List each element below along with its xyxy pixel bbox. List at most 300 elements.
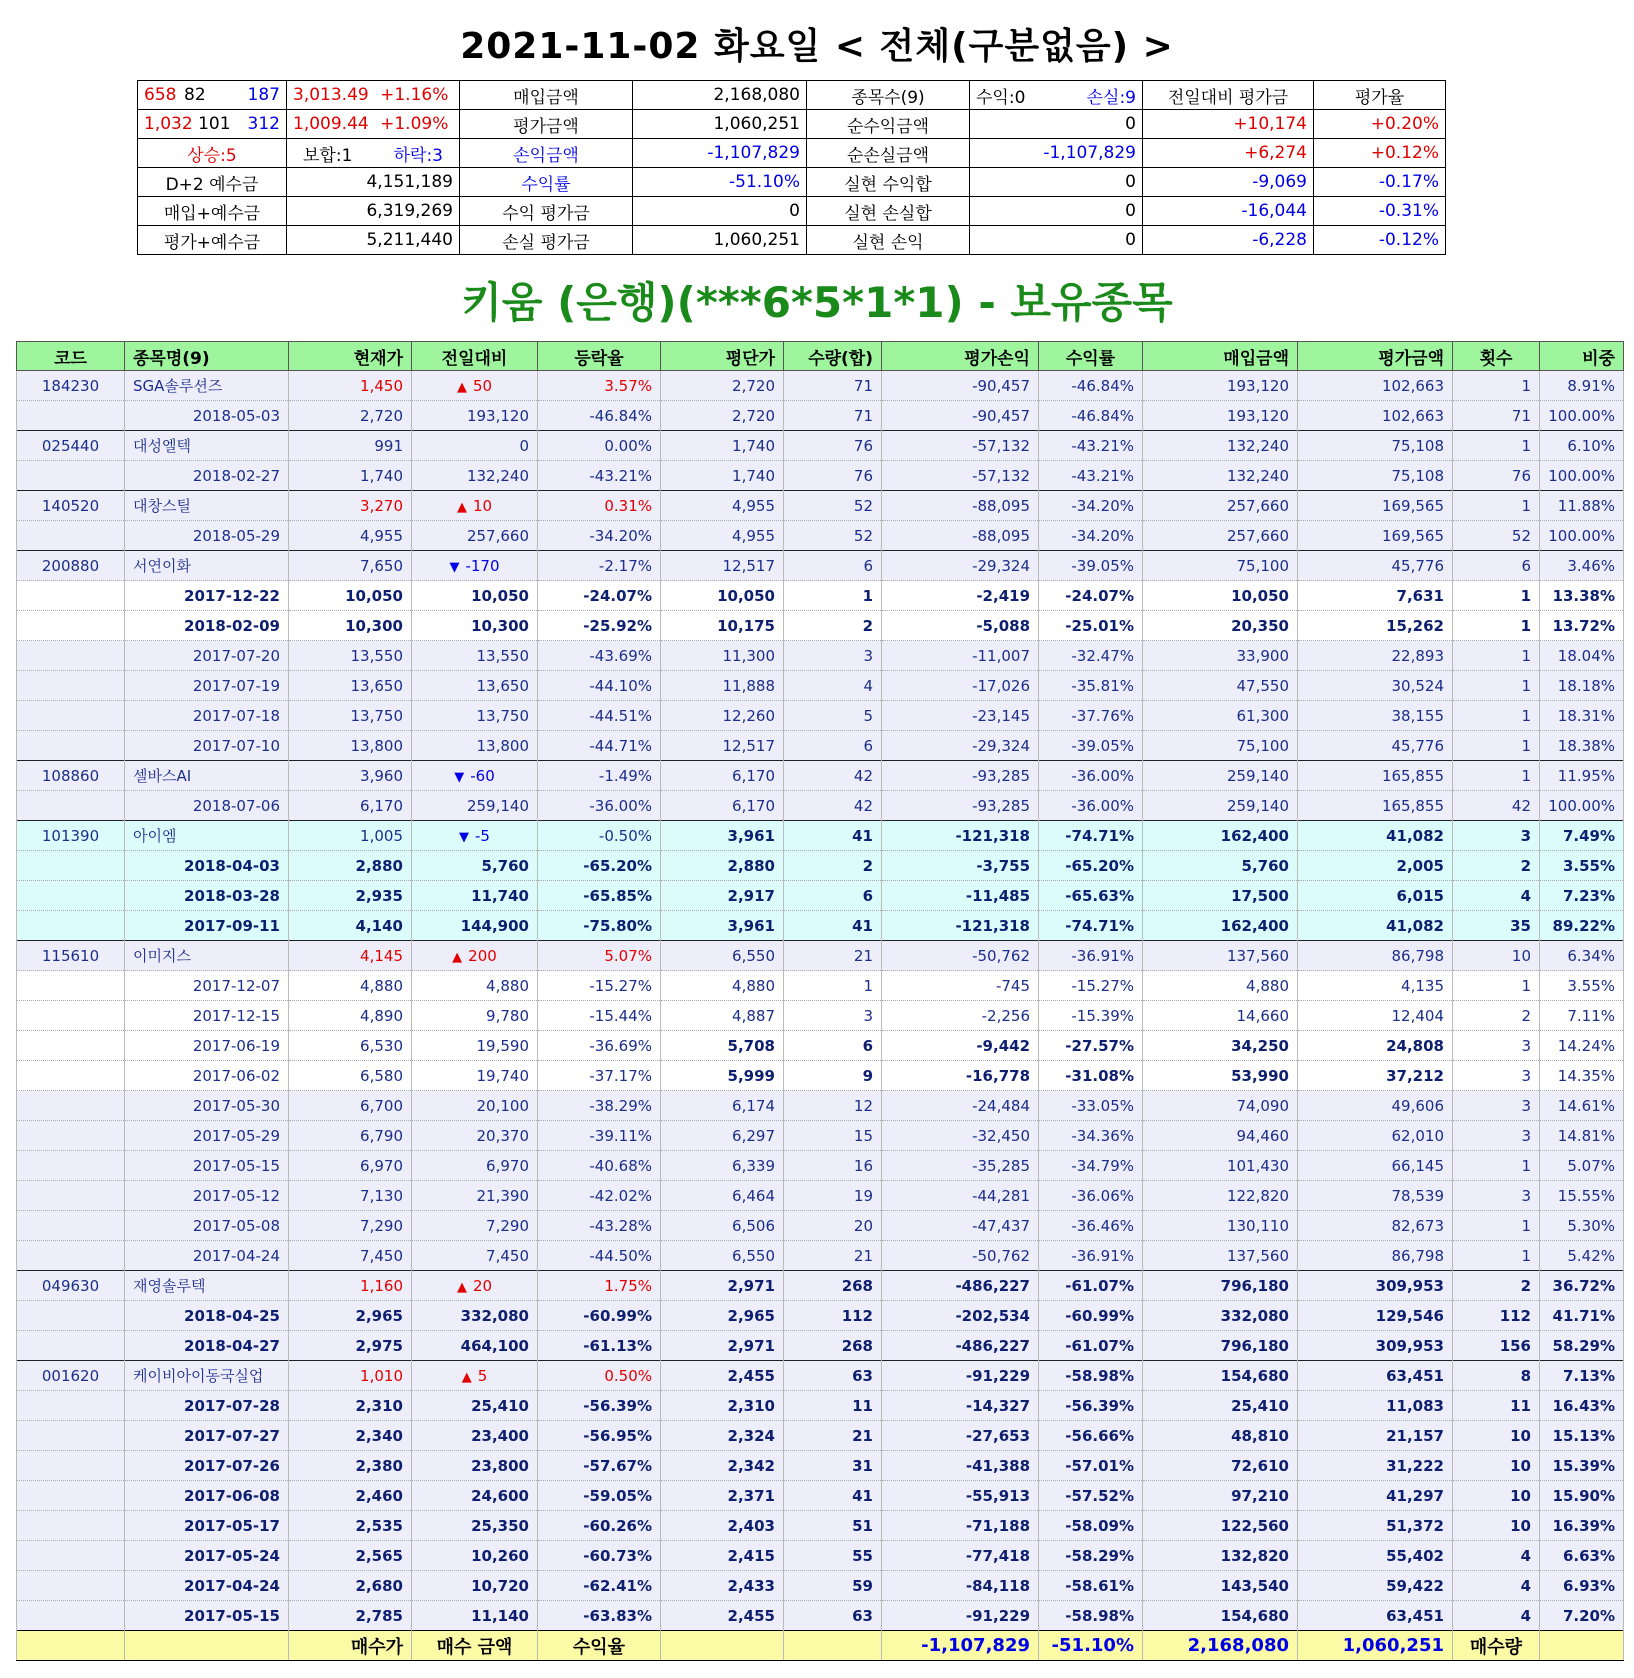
lot-row[interactable] (17, 911, 1624, 941)
lot-row[interactable] (17, 881, 1624, 911)
buy-amount: 75,100 (1143, 551, 1298, 581)
lot-rate: -59.05% (538, 1481, 661, 1511)
return-rate: -58.29% (1039, 1541, 1143, 1571)
stock-row[interactable] (17, 491, 1624, 521)
lot-rate: -44.51% (538, 701, 661, 731)
buy-date: 2017-05-24 (125, 1541, 289, 1571)
trade-count: 1 (1453, 611, 1540, 641)
eval-amount: 86,798 (1298, 941, 1453, 971)
eval-profit-loss: -121,318 (882, 821, 1039, 851)
buy-price: 6,790 (289, 1121, 412, 1151)
weight: 14.35% (1540, 1061, 1624, 1091)
trade-count: 35 (1453, 911, 1540, 941)
lot-rate: -56.39% (538, 1391, 661, 1421)
lot-row[interactable] (17, 971, 1624, 1001)
stock-code: 140520 (17, 491, 125, 521)
average-price: 6,170 (661, 761, 784, 791)
buy-price: 1,740 (289, 461, 412, 491)
return-rate: -27.57% (1039, 1031, 1143, 1061)
current-price: 4,145 (289, 941, 412, 971)
eval-amount: 41,082 (1298, 911, 1453, 941)
trade-count: 42 (1453, 791, 1540, 821)
trade-count: 3 (1453, 1121, 1540, 1151)
buy-amount: 132,240 (1143, 431, 1298, 461)
lot-amount: 464,100 (412, 1331, 538, 1361)
lot-row[interactable] (17, 701, 1624, 731)
summary-label: 실현 손익 (807, 226, 970, 255)
average-price: 2,310 (661, 1391, 784, 1421)
lot-row[interactable] (17, 1511, 1624, 1541)
quantity: 16 (784, 1151, 882, 1181)
empty-cell (17, 851, 125, 881)
lot-row[interactable] (17, 581, 1624, 611)
footer-total-return: -51.10% (1039, 1631, 1143, 1661)
buy-date: 2017-12-15 (125, 1001, 289, 1031)
trade-count: 2 (1453, 851, 1540, 881)
lot-rate: -37.17% (538, 1061, 661, 1091)
buy-date: 2017-12-07 (125, 971, 289, 1001)
lot-row[interactable] (17, 1301, 1624, 1331)
stock-row[interactable] (17, 551, 1624, 581)
column-header-rate[interactable]: 등락율 (538, 342, 661, 371)
weight: 7.23% (1540, 881, 1624, 911)
column-header-change[interactable]: 전일대비 (412, 342, 538, 371)
eval-profit-loss: -55,913 (882, 1481, 1039, 1511)
buy-date: 2017-04-24 (125, 1571, 289, 1601)
column-header-return[interactable]: 수익률 (1039, 342, 1143, 371)
lot-row[interactable] (17, 1331, 1624, 1361)
current-price: 3,270 (289, 491, 412, 521)
summary-row (138, 110, 1446, 139)
empty-cell (17, 911, 125, 941)
average-price: 2,433 (661, 1571, 784, 1601)
lot-row[interactable] (17, 1421, 1624, 1451)
column-header-weight[interactable]: 비중 (1540, 342, 1624, 371)
eval-amount: 169,565 (1298, 491, 1453, 521)
lot-rate: -42.02% (538, 1181, 661, 1211)
buy-price: 13,750 (289, 701, 412, 731)
eval-amount: 86,798 (1298, 1241, 1453, 1271)
current-price: 1,005 (289, 821, 412, 851)
weight: 8.91% (1540, 371, 1624, 401)
eval-amount: 75,108 (1298, 431, 1453, 461)
empty-cell (17, 1541, 125, 1571)
summary-value: +0.20% (1314, 110, 1446, 139)
quantity: 42 (784, 761, 882, 791)
eval-amount: 41,297 (1298, 1481, 1453, 1511)
stock-row[interactable] (17, 941, 1624, 971)
return-rate: -58.09% (1039, 1511, 1143, 1541)
buy-price: 4,880 (289, 971, 412, 1001)
summary-value: 0 (970, 197, 1143, 226)
summary-label: D+2 예수금 (138, 168, 287, 197)
lot-row[interactable] (17, 851, 1624, 881)
summary-row (138, 226, 1446, 255)
return-rate: -56.39% (1039, 1391, 1143, 1421)
kospi-index-value: 3,013.49 (293, 85, 369, 105)
weight: 3.55% (1540, 851, 1624, 881)
eval-amount: 129,546 (1298, 1301, 1453, 1331)
footer-buy-price-label: 매수가 (289, 1631, 412, 1661)
average-price: 2,971 (661, 1331, 784, 1361)
stock-row[interactable] (17, 761, 1624, 791)
column-header-price[interactable]: 현재가 (289, 342, 412, 371)
triangle-up-icon: ▲ (452, 949, 463, 965)
trade-count: 76 (1453, 461, 1540, 491)
buy-amount: 34,250 (1143, 1031, 1298, 1061)
eval-profit-loss: -9,442 (882, 1031, 1039, 1061)
trade-count: 156 (1453, 1331, 1540, 1361)
lot-row[interactable] (17, 641, 1624, 671)
lot-row[interactable] (17, 1391, 1624, 1421)
loss-count: 손실:9 (1086, 87, 1136, 108)
eval-profit-loss: -29,324 (882, 551, 1039, 581)
eval-profit-loss: -2,419 (882, 581, 1039, 611)
trade-count: 10 (1453, 1421, 1540, 1451)
buy-amount: 143,540 (1143, 1571, 1298, 1601)
lot-rate: -36.69% (538, 1031, 661, 1061)
weight: 18.38% (1540, 731, 1624, 761)
eval-profit-loss: -486,227 (882, 1271, 1039, 1301)
summary-value: +6,274 (1143, 139, 1314, 168)
buy-date: 2018-04-25 (125, 1301, 289, 1331)
price-change-value: 50 (472, 376, 493, 395)
summary-label: 평가금액 (460, 110, 633, 139)
eval-profit-loss: -50,762 (882, 941, 1039, 971)
buy-price: 2,565 (289, 1541, 412, 1571)
weight: 15.90% (1540, 1481, 1624, 1511)
return-rate: -36.00% (1039, 791, 1143, 821)
lot-row[interactable] (17, 1151, 1624, 1181)
lot-row[interactable] (17, 1181, 1624, 1211)
eval-amount: 45,776 (1298, 551, 1453, 581)
weight: 16.39% (1540, 1511, 1624, 1541)
lot-row[interactable] (17, 1541, 1624, 1571)
return-rate: -36.06% (1039, 1181, 1143, 1211)
buy-amount: 122,820 (1143, 1181, 1298, 1211)
lot-rate: -63.83% (538, 1601, 661, 1631)
lot-row[interactable] (17, 671, 1624, 701)
average-price: 2,455 (661, 1601, 784, 1631)
column-header-buy-amount[interactable]: 매입금액 (1143, 342, 1298, 371)
lot-rate: -56.95% (538, 1421, 661, 1451)
average-price: 11,300 (661, 641, 784, 671)
summary-value: 2,168,080 (633, 81, 807, 110)
eval-amount: 22,893 (1298, 641, 1453, 671)
price-change-value: 5 (477, 1366, 488, 1385)
return-rate: -65.20% (1039, 851, 1143, 881)
column-header-eval-amount[interactable]: 평가금액 (1298, 342, 1453, 371)
average-price: 4,887 (661, 1001, 784, 1031)
summary-label: 종목수(9) (807, 81, 970, 110)
buy-amount: 162,400 (1143, 911, 1298, 941)
change-rate: 0.50% (538, 1361, 661, 1391)
stock-row[interactable] (17, 821, 1624, 851)
price-change (412, 761, 538, 791)
lot-amount: 7,450 (412, 1241, 538, 1271)
trade-count: 71 (1453, 401, 1540, 431)
lot-amount: 11,740 (412, 881, 538, 911)
lot-amount: 13,550 (412, 641, 538, 671)
lot-row[interactable] (17, 611, 1624, 641)
quantity: 51 (784, 1511, 882, 1541)
lot-row[interactable] (17, 461, 1624, 491)
weight: 3.46% (1540, 551, 1624, 581)
current-price: 7,650 (289, 551, 412, 581)
trade-count: 4 (1453, 1571, 1540, 1601)
quantity: 2 (784, 611, 882, 641)
empty-cell (17, 881, 125, 911)
average-price: 3,961 (661, 821, 784, 851)
eval-profit-loss: -29,324 (882, 731, 1039, 761)
buy-amount: 259,140 (1143, 761, 1298, 791)
lot-row[interactable] (17, 1091, 1624, 1121)
eval-profit-loss: -16,778 (882, 1061, 1039, 1091)
return-rate: -58.98% (1039, 1601, 1143, 1631)
weight: 14.24% (1540, 1031, 1624, 1061)
trade-count: 1 (1453, 1151, 1540, 1181)
empty-cell (17, 1481, 125, 1511)
stock-row[interactable] (17, 1271, 1624, 1301)
quantity: 4 (784, 671, 882, 701)
lot-row[interactable] (17, 1061, 1624, 1091)
buy-price: 13,650 (289, 671, 412, 701)
summary-value: -51.10% (633, 168, 807, 197)
quantity: 20 (784, 1211, 882, 1241)
stock-name: 대창스틸 (125, 491, 289, 521)
trade-count: 1 (1453, 761, 1540, 791)
weight: 5.30% (1540, 1211, 1624, 1241)
lot-amount: 11,140 (412, 1601, 538, 1631)
quantity: 76 (784, 461, 882, 491)
summary-value: -1,107,829 (633, 139, 807, 168)
summary-value: -16,044 (1143, 197, 1314, 226)
weight: 41.71% (1540, 1301, 1624, 1331)
lot-amount: 5,760 (412, 851, 538, 881)
price-change (412, 491, 538, 521)
eval-profit-loss: -71,188 (882, 1511, 1039, 1541)
lot-row[interactable] (17, 1121, 1624, 1151)
eval-profit-loss: -202,534 (882, 1301, 1039, 1331)
stock-row[interactable] (17, 1361, 1624, 1391)
lot-row[interactable] (17, 1241, 1624, 1271)
return-rate: -65.63% (1039, 881, 1143, 911)
lot-amount: 13,800 (412, 731, 538, 761)
quantity: 5 (784, 701, 882, 731)
kospi-flat-count: 82 (184, 85, 206, 105)
eval-profit-loss: -93,285 (882, 791, 1039, 821)
lot-row[interactable] (17, 1451, 1624, 1481)
eval-amount: 4,135 (1298, 971, 1453, 1001)
eval-amount: 12,404 (1298, 1001, 1453, 1031)
return-rate: -15.39% (1039, 1001, 1143, 1031)
eval-profit-loss: -5,088 (882, 611, 1039, 641)
lot-rate: -43.28% (538, 1211, 661, 1241)
buy-price: 2,460 (289, 1481, 412, 1511)
column-header-eval-pl[interactable]: 평가손익 (882, 342, 1039, 371)
buy-amount: 132,820 (1143, 1541, 1298, 1571)
column-header-quantity[interactable]: 수량(합) (784, 342, 882, 371)
weight: 11.88% (1540, 491, 1624, 521)
column-header-count[interactable]: 횟수 (1453, 342, 1540, 371)
buy-amount: 332,080 (1143, 1301, 1298, 1331)
buy-date: 2017-07-19 (125, 671, 289, 701)
triangle-down-icon: ▼ (459, 829, 470, 845)
weight: 100.00% (1540, 521, 1624, 551)
stock-name: 대성엘텍 (125, 431, 289, 461)
trade-count: 1 (1453, 731, 1540, 761)
return-rate: -36.91% (1039, 1241, 1143, 1271)
trade-count: 1 (1453, 1211, 1540, 1241)
empty-cell (17, 1451, 125, 1481)
lot-row[interactable] (17, 1001, 1624, 1031)
empty-cell (1540, 1631, 1624, 1661)
lot-row[interactable] (17, 1571, 1624, 1601)
buy-amount: 33,900 (1143, 641, 1298, 671)
lot-row[interactable] (17, 1031, 1624, 1061)
eval-amount: 165,855 (1298, 791, 1453, 821)
summary-value: 1,060,251 (633, 110, 807, 139)
return-rate: -36.46% (1039, 1211, 1143, 1241)
average-price: 6,297 (661, 1121, 784, 1151)
lot-row[interactable] (17, 791, 1624, 821)
lot-row[interactable] (17, 401, 1624, 431)
average-price: 2,917 (661, 881, 784, 911)
summary-row (138, 81, 1446, 110)
eval-amount: 102,663 (1298, 401, 1453, 431)
triangle-down-icon: ▼ (449, 559, 460, 575)
change-rate: 5.07% (538, 941, 661, 971)
eval-profit-loss: -88,095 (882, 491, 1039, 521)
eval-profit-loss: -47,437 (882, 1211, 1039, 1241)
lot-row[interactable] (17, 521, 1624, 551)
eval-profit-loss: -50,762 (882, 1241, 1039, 1271)
empty-cell (17, 1421, 125, 1451)
empty-cell (17, 1391, 125, 1421)
eval-amount: 55,402 (1298, 1541, 1453, 1571)
average-price: 2,880 (661, 851, 784, 881)
average-price: 12,517 (661, 551, 784, 581)
triangle-up-icon: ▲ (456, 379, 467, 395)
quantity: 52 (784, 521, 882, 551)
eval-profit-loss: -121,318 (882, 911, 1039, 941)
eval-amount: 41,082 (1298, 821, 1453, 851)
trade-count: 1 (1453, 581, 1540, 611)
buy-amount: 97,210 (1143, 1481, 1298, 1511)
eval-profit-loss: -57,132 (882, 461, 1039, 491)
lot-amount: 332,080 (412, 1301, 538, 1331)
return-rate: -58.98% (1039, 1361, 1143, 1391)
column-header-avg-price[interactable]: 평단가 (661, 342, 784, 371)
holdings-table (16, 341, 1624, 1661)
buy-price: 4,890 (289, 1001, 412, 1031)
buy-price: 2,340 (289, 1421, 412, 1451)
lot-row[interactable] (17, 731, 1624, 761)
weight: 18.18% (1540, 671, 1624, 701)
stock-row[interactable] (17, 431, 1624, 461)
quantity: 63 (784, 1601, 882, 1631)
return-rate: -25.01% (1039, 611, 1143, 641)
eval-profit-loss: -44,281 (882, 1181, 1039, 1211)
return-rate: -74.71% (1039, 911, 1143, 941)
summary-label: 순수익금액 (807, 110, 970, 139)
quantity: 11 (784, 1391, 882, 1421)
weight: 5.07% (1540, 1151, 1624, 1181)
trade-count: 112 (1453, 1301, 1540, 1331)
summary-value: -0.12% (1314, 226, 1446, 255)
empty-cell (17, 701, 125, 731)
buy-amount: 259,140 (1143, 791, 1298, 821)
rise-count: 상승:5 (138, 139, 287, 168)
empty-cell (17, 1511, 125, 1541)
lot-row[interactable] (17, 1211, 1624, 1241)
quantity: 268 (784, 1331, 882, 1361)
lot-rate: -60.73% (538, 1541, 661, 1571)
current-price: 991 (289, 431, 412, 461)
average-price: 1,740 (661, 431, 784, 461)
eval-profit-loss: -91,229 (882, 1361, 1039, 1391)
price-change-value: 200 (468, 946, 497, 965)
buy-amount: 193,120 (1143, 401, 1298, 431)
quantity: 6 (784, 1031, 882, 1061)
buy-amount: 257,660 (1143, 521, 1298, 551)
lot-row[interactable] (17, 1601, 1624, 1631)
lot-rate: -34.20% (538, 521, 661, 551)
stock-name: 이미지스 (125, 941, 289, 971)
eval-profit-loss: -88,095 (882, 521, 1039, 551)
eval-amount: 62,010 (1298, 1121, 1453, 1151)
eval-profit-loss: -745 (882, 971, 1039, 1001)
trade-count: 4 (1453, 881, 1540, 911)
empty-cell (661, 1631, 784, 1661)
return-rate: -39.05% (1039, 551, 1143, 581)
eval-amount: 15,262 (1298, 611, 1453, 641)
summary-value: 0 (633, 197, 807, 226)
trade-count: 1 (1453, 971, 1540, 1001)
lot-row[interactable] (17, 1481, 1624, 1511)
eval-amount: 21,157 (1298, 1421, 1453, 1451)
account-summary-table (137, 80, 1446, 255)
empty-cell (17, 611, 125, 641)
empty-cell (17, 581, 125, 611)
average-price: 2,342 (661, 1451, 784, 1481)
buy-date: 2017-07-20 (125, 641, 289, 671)
trade-count: 8 (1453, 1361, 1540, 1391)
column-header-name[interactable]: 종목명(9) (125, 342, 289, 371)
eval-amount: 309,953 (1298, 1271, 1453, 1301)
empty-cell (17, 1601, 125, 1631)
column-header-code[interactable]: 코드 (17, 342, 125, 371)
buy-date: 2017-06-02 (125, 1061, 289, 1091)
weight: 6.34% (1540, 941, 1624, 971)
current-price: 3,960 (289, 761, 412, 791)
buy-amount: 132,240 (1143, 461, 1298, 491)
flat-count: 보합:1 (303, 145, 353, 166)
buy-price: 2,880 (289, 851, 412, 881)
return-rate: -34.20% (1039, 521, 1143, 551)
lot-rate: -57.67% (538, 1451, 661, 1481)
triangle-up-icon: ▲ (456, 499, 467, 515)
buy-amount: 53,990 (1143, 1061, 1298, 1091)
current-price: 1,010 (289, 1361, 412, 1391)
trade-count: 3 (1453, 1061, 1540, 1091)
summary-label: 순손실금액 (807, 139, 970, 168)
stock-row[interactable] (17, 371, 1624, 401)
empty-cell (17, 641, 125, 671)
empty-cell (17, 1061, 125, 1091)
eval-amount: 309,953 (1298, 1331, 1453, 1361)
lot-amount: 193,120 (412, 401, 538, 431)
